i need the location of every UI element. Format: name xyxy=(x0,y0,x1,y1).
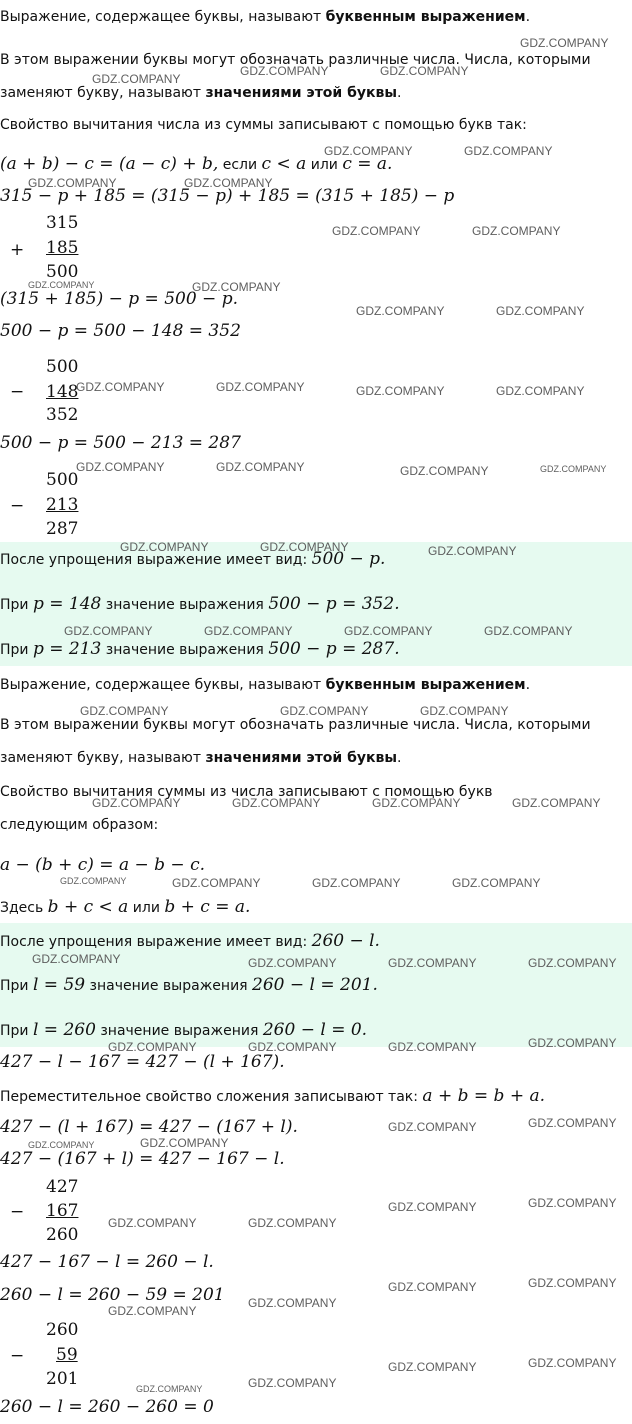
watermark: GDZ.COMPANY xyxy=(232,796,321,810)
watermark: GDZ.COMPANY xyxy=(428,544,517,558)
watermark: GDZ.COMPANY xyxy=(540,464,607,474)
watermark: GDZ.COMPANY xyxy=(92,72,181,86)
equation-l-167: 427 − l − 167 = 427 − (l + 167). xyxy=(0,1052,285,1072)
watermark: GDZ.COMPANY xyxy=(60,876,127,886)
watermark: GDZ.COMPANY xyxy=(496,384,585,398)
watermark: GDZ.COMPANY xyxy=(356,304,445,318)
watermark: GDZ.COMPANY xyxy=(216,380,305,394)
summary-result-2-2: При l = 260 значение выражения 260 − l = 0. xyxy=(0,1020,368,1040)
watermark: GDZ.COMPANY xyxy=(28,176,117,190)
watermark: GDZ.COMPANY xyxy=(452,876,541,890)
watermark: GDZ.COMPANY xyxy=(528,1036,617,1050)
intro-definition: Выражение, содержащее буквы, называют буквенным выражением. xyxy=(0,9,531,25)
watermark: GDZ.COMPANY xyxy=(204,624,293,638)
watermark: GDZ.COMPANY xyxy=(388,1360,477,1374)
watermark: GDZ.COMPANY xyxy=(464,144,553,158)
column-top: 500 xyxy=(46,470,79,490)
property-formula: (a + b) − c = (a − c) + b, если c < a или c = a. xyxy=(0,154,393,174)
watermark: GDZ.COMPANY xyxy=(344,624,433,638)
equation-grouped: (315 + 185) − p = 500 − p. xyxy=(0,289,238,309)
column-result: 287 xyxy=(46,519,79,539)
column-top: 500 xyxy=(46,357,79,377)
column-top: 315 xyxy=(46,213,79,233)
column-top: 260 xyxy=(46,1320,79,1340)
intro-values-line-1: В этом выражении буквы могут обозначать различные числа. Числа, которыми xyxy=(0,52,591,68)
equation-simplify: 315 − p + 185 = (315 − p) + 185 = (315 + 185) − p xyxy=(0,186,455,206)
watermark: GDZ.COMPANY xyxy=(92,796,181,810)
watermark: GDZ.COMPANY xyxy=(472,224,561,238)
watermark: GDZ.COMPANY xyxy=(28,1140,95,1150)
watermark: GDZ.COMPANY xyxy=(260,540,349,554)
watermark: GDZ.COMPANY xyxy=(172,876,261,890)
watermark: GDZ.COMPANY xyxy=(528,1276,617,1290)
watermark: GDZ.COMPANY xyxy=(400,464,489,478)
equation-expand: 427 − (167 + l) = 427 − 167 − l. xyxy=(0,1149,285,1169)
watermark: GDZ.COMPANY xyxy=(64,624,153,638)
column-operator: − xyxy=(10,1346,25,1366)
summary-simplified: После упрощения выражение имеет вид: 500 − p. xyxy=(0,549,386,569)
watermark: GDZ.COMPANY xyxy=(80,704,169,718)
intro-definition-2: Выражение, содержащее буквы, называют буквенным выражением. xyxy=(0,677,531,693)
watermark: GDZ.COMPANY xyxy=(248,1040,337,1054)
watermark: GDZ.COMPANY xyxy=(240,64,329,78)
intro-values-line-2-2: заменяют букву, называют значениями этой буквы. xyxy=(0,750,402,766)
watermark: GDZ.COMPANY xyxy=(512,796,601,810)
column-result: 201 xyxy=(46,1369,79,1389)
watermark: GDZ.COMPANY xyxy=(216,460,305,474)
intro-values-line-1-2: В этом выражении буквы могут обозначать различные числа. Числа, которыми xyxy=(0,717,591,733)
column-operator: − xyxy=(10,382,25,402)
watermark: GDZ.COMPANY xyxy=(388,1200,477,1214)
column-result: 352 xyxy=(46,405,79,425)
watermark: GDZ.COMPANY xyxy=(120,540,209,554)
watermark: GDZ.COMPANY xyxy=(280,704,369,718)
watermark: GDZ.COMPANY xyxy=(76,380,165,394)
watermark: GDZ.COMPANY xyxy=(248,1216,337,1230)
watermark: GDZ.COMPANY xyxy=(388,1040,477,1054)
watermark: GDZ.COMPANY xyxy=(140,1136,229,1150)
property-statement-2b: следующим образом: xyxy=(0,817,159,833)
column-middle: 148 xyxy=(46,382,79,402)
column-middle: 59 xyxy=(56,1345,78,1365)
equation-p-148: 500 − p = 500 − 148 = 352 xyxy=(0,321,241,341)
intro-values-line-2: заменяют букву, называют значениями этой буквы. xyxy=(0,85,402,101)
equation-reduced: 427 − 167 − l = 260 − l. xyxy=(0,1252,214,1272)
summary-result-2: При p = 213 значение выражения 500 − p = 287. xyxy=(0,639,400,659)
property-formula-2: a − (b + c) = a − b − c. xyxy=(0,855,206,875)
watermark: GDZ.COMPANY xyxy=(248,1376,337,1390)
equation-l-260: 260 − l = 260 − 260 = 0 xyxy=(0,1397,214,1417)
watermark: GDZ.COMPANY xyxy=(324,144,413,158)
watermark: GDZ.COMPANY xyxy=(528,1356,617,1370)
column-result: 260 xyxy=(46,1225,79,1245)
equation-l-59: 260 − l = 260 − 59 = 201 xyxy=(0,1285,225,1305)
column-operator: − xyxy=(10,496,25,516)
watermark: GDZ.COMPANY xyxy=(528,956,617,970)
watermark: GDZ.COMPANY xyxy=(32,952,121,966)
watermark: GDZ.COMPANY xyxy=(332,224,421,238)
column-middle: 185 xyxy=(46,238,79,258)
watermark: GDZ.COMPANY xyxy=(388,1120,477,1134)
watermark: GDZ.COMPANY xyxy=(496,304,585,318)
column-top: 427 xyxy=(46,1177,79,1197)
watermark: GDZ.COMPANY xyxy=(192,280,281,294)
column-operator: − xyxy=(10,1202,25,1222)
column-middle: 167 xyxy=(46,1201,79,1221)
watermark: GDZ.COMPANY xyxy=(528,1116,617,1130)
equation-swap: 427 − (l + 167) = 427 − (167 + l). xyxy=(0,1117,298,1137)
watermark: GDZ.COMPANY xyxy=(420,704,509,718)
watermark: GDZ.COMPANY xyxy=(388,956,477,970)
watermark: GDZ.COMPANY xyxy=(380,64,469,78)
commutative-property: Переместительное свойство сложения записывают так: a + b = b + a. xyxy=(0,1086,546,1106)
summary-result-2-1: При l = 59 значение выражения 260 − l = 201. xyxy=(0,975,378,995)
column-middle: 213 xyxy=(46,495,79,515)
watermark: GDZ.COMPANY xyxy=(136,1384,203,1394)
watermark: GDZ.COMPANY xyxy=(312,876,401,890)
watermark: GDZ.COMPANY xyxy=(372,796,461,810)
watermark: GDZ.COMPANY xyxy=(184,176,273,190)
equation-p-213: 500 − p = 500 − 213 = 287 xyxy=(0,433,241,453)
property-statement: Свойство вычитания числа из суммы записывают с помощью букв так: xyxy=(0,117,527,133)
watermark: GDZ.COMPANY xyxy=(528,1196,617,1210)
watermark: GDZ.COMPANY xyxy=(76,460,165,474)
watermark: GDZ.COMPANY xyxy=(108,1216,197,1230)
watermark: GDZ.COMPANY xyxy=(356,384,445,398)
column-result: 500 xyxy=(46,262,79,282)
watermark: GDZ.COMPANY xyxy=(388,1280,477,1294)
summary-simplified-2: После упрощения выражение имеет вид: 260 − l. xyxy=(0,931,380,951)
watermark: GDZ.COMPANY xyxy=(520,36,609,50)
watermark: GDZ.COMPANY xyxy=(108,1040,197,1054)
property-statement-2a: Свойство вычитания суммы из числа записывают с помощью букв xyxy=(0,784,493,800)
watermark: GDZ.COMPANY xyxy=(108,1304,197,1318)
watermark: GDZ.COMPANY xyxy=(248,1296,337,1310)
summary-result-1: При p = 148 значение выражения 500 − p = 352. xyxy=(0,594,400,614)
column-operator: + xyxy=(10,240,25,260)
property-condition-2: Здесь b + c < a или b + c = a. xyxy=(0,897,251,917)
watermark: GDZ.COMPANY xyxy=(248,956,337,970)
watermark: GDZ.COMPANY xyxy=(28,280,95,290)
watermark: GDZ.COMPANY xyxy=(484,624,573,638)
